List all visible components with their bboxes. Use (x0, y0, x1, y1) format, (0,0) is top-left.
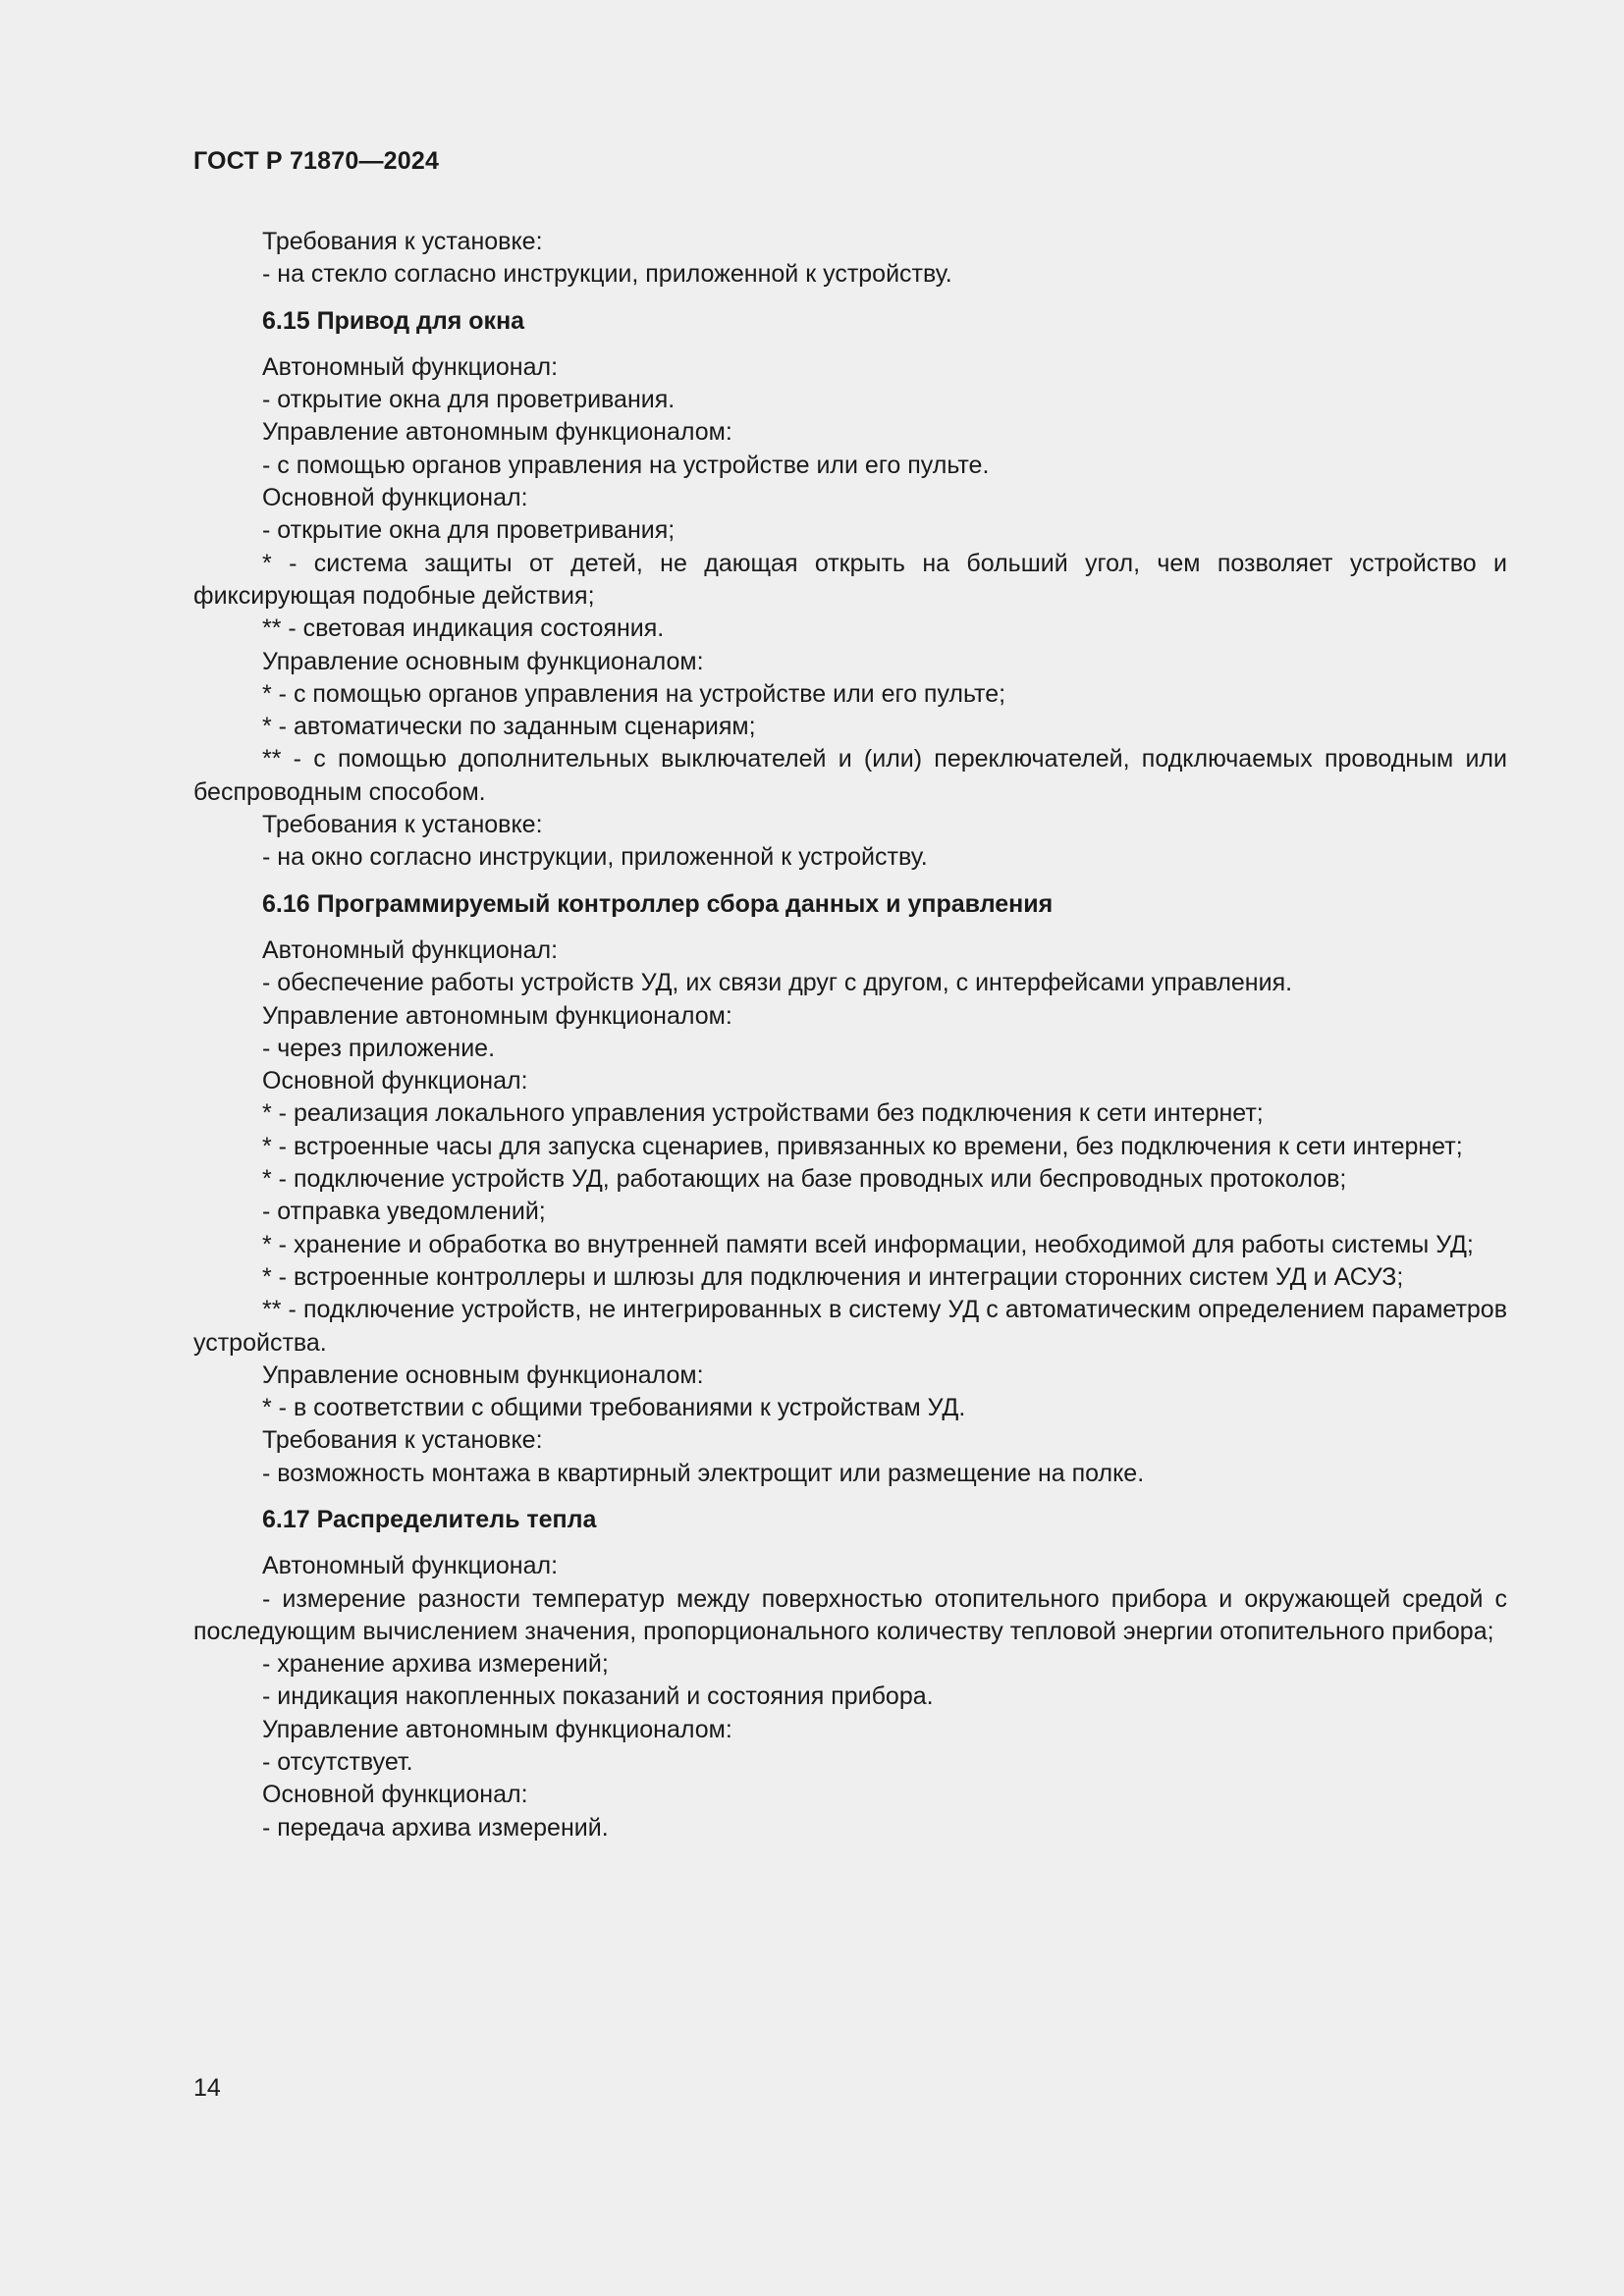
list-item: Требования к установке: (262, 1426, 543, 1455)
list-item: - передача архива измерений. (262, 1813, 609, 1842)
list-item: * - подключение устройств УД, работающих на базе проводных или беспроводных протоколов; (262, 1165, 1347, 1194)
list-item: * - встроенные контроллеры и шлюзы для подключения и интеграции сторонних систем УД и АСУЗ; (262, 1262, 1404, 1291)
list-item: - измерение разности температур между поверхностью отопительного прибора и окружающей средой с последующим вычислением значения, пропорционального количеству тепловой энергии отопительного прибора; (193, 1584, 1507, 1645)
list-item: - возможность монтажа в квартирный электрощит или размещение на полке. (262, 1459, 1145, 1487)
list-item: - обеспечение работы устройств УД, их связи друг с другом, с интерфейсами управления. (262, 969, 1293, 997)
page-number: 14 (193, 2074, 221, 2102)
list-item: Управление автономным функционалом: (262, 1001, 732, 1030)
list-item: * - хранение и обработка во внутренней памяти всей информации, необходимой для работы системы УД; (262, 1230, 1474, 1258)
section-heading-6-16: 6.16 Программируемый контроллер сбора данных и управления (262, 889, 1054, 918)
list-item: Основной функционал: (262, 1067, 528, 1095)
document-code-header: ГОСТ Р 71870—2024 (193, 147, 440, 175)
list-item: - с помощью органов управления на устройстве или его пульте. (262, 451, 990, 479)
intro-line: - на стекло согласно инструкции, приложенной к устройству. (262, 260, 952, 289)
list-item: ** - с помощью дополнительных выключателей и (или) переключателей, подключаемых проводным или беспроводным способом. (193, 745, 1507, 806)
section-heading-6-15: 6.15 Привод для окна (262, 306, 525, 335)
list-item: - открытие окна для проветривания; (262, 516, 676, 545)
list-item: * - в соответствии с общими требованиями к устройствам УД. (262, 1394, 966, 1422)
list-item: Управление автономным функционалом: (262, 1715, 732, 1743)
list-item: - отправка уведомлений; (262, 1198, 546, 1226)
intro-line: Требования к установке: (262, 228, 543, 255)
list-item: * - с помощью органов управления на устройстве или его пульте; (262, 679, 1006, 708)
list-item: Управление основным функционалом: (262, 1361, 704, 1389)
list-item: * - автоматически по заданным сценариям; (262, 713, 756, 741)
list-item: * - реализация локального управления устройствами без подключения к сети интернет; (262, 1099, 1264, 1128)
list-item: - на окно согласно инструкции, приложенной к устройству. (262, 843, 928, 872)
list-item: ** - световая индикация состояния. (262, 614, 665, 643)
document-body (193, 226, 1507, 1844)
list-item: Автономный функционал: (262, 935, 559, 964)
list-item: - отсутствует. (262, 1748, 413, 1777)
list-item: - через приложение. (262, 1034, 496, 1062)
list-item: - открытие окна для проветривания. (262, 386, 676, 414)
list-item: * - встроенные часы для запуска сценариев, привязанных ко времени, без подключения к сети интернет; (262, 1132, 1463, 1160)
list-item: Основной функционал: (262, 484, 528, 512)
list-item: ** - подключение устройств, не интегрированных в систему УД с автоматическим определением параметров устройства. (193, 1296, 1507, 1357)
document-page (193, 0, 1507, 2296)
list-item: Основной функционал: (262, 1781, 528, 1809)
list-item: Управление основным функционалом: (262, 647, 704, 675)
list-item: Автономный функционал: (262, 352, 559, 381)
section-heading-6-17: 6.17 Распределитель тепла (262, 1505, 597, 1533)
list-item: Управление автономным функционалом: (262, 418, 732, 447)
list-item: Требования к установке: (262, 811, 543, 839)
list-item: - хранение архива измерений; (262, 1650, 609, 1679)
list-item: Автономный функционал: (262, 1552, 559, 1580)
list-item: * - система защиты от детей, не дающая открыть на больший угол, чем позволяет устройство и фиксирующая подобные действия; (193, 549, 1507, 610)
list-item: - индикация накопленных показаний и состояния прибора. (262, 1682, 934, 1711)
